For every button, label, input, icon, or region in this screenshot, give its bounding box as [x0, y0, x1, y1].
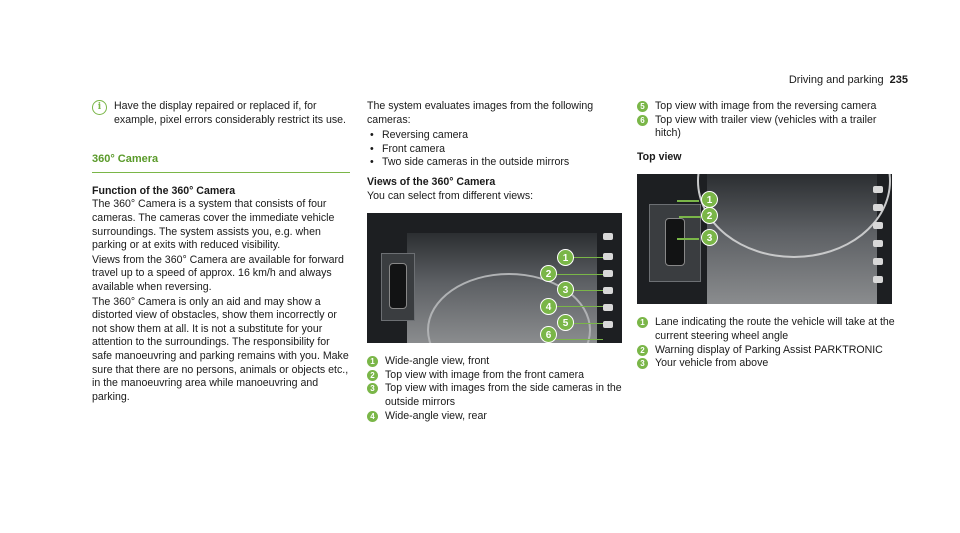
callout-badge: 2 — [540, 265, 557, 282]
function-paragraph-3: The 360° Camera is only an aid and may show a distorted view of obstacles, show them incorrectly or not show them at all. It is not a substitute for your attention to the surroundings. The responsibility for safe manoeuvring and parking remains with you. Make sure that there are no persons, animals or objects etc., in the manoeuvring area while manoeuvring and parking. — [92, 295, 349, 403]
callout-badge: 2 — [701, 207, 718, 224]
legend-item — [637, 344, 895, 358]
note-text: Have the display repaired or replaced if, for example, pixel errors considerably restrict its use. — [114, 100, 346, 126]
function-paragraph-2: Views from the 360° Camera are available for forward travel up to a speed of approx. 16 km/h and always available when reversing. — [92, 253, 344, 293]
view-icon — [873, 258, 883, 265]
legend-text: Wide-angle view, rear — [385, 409, 487, 422]
view-icon — [603, 233, 613, 240]
top-view-legend — [637, 316, 895, 370]
callout-line — [677, 200, 699, 201]
view-icon — [603, 304, 613, 311]
view-icon — [603, 253, 613, 260]
info-icon: i — [92, 100, 107, 115]
cameras-list — [367, 129, 622, 170]
top-view-title: Top view — [637, 150, 682, 163]
views-intro: You can select from different views: — [367, 189, 534, 202]
legend-badge: 1 — [637, 317, 648, 328]
legend-text: Top view with trailer view (vehicles with a trailer hitch) — [655, 113, 877, 140]
views-legend-continued — [637, 100, 895, 141]
callout-badge: 6 — [540, 326, 557, 343]
function-title: Function of the 360° Camera — [92, 184, 236, 197]
legend-badge: 4 — [367, 411, 378, 422]
legend-badge: 2 — [367, 370, 378, 381]
callout-badge: 1 — [557, 249, 574, 266]
cameras-intro: The system evaluates images from the following cameras: — [367, 100, 594, 126]
legend-item — [637, 114, 895, 141]
function-paragraph-1: The 360° Camera is a system that consists of four cameras. The cameras cover the immediate vehicle surroundings. The system assists you, e.g. when parking or at exits with reduced visibility. — [92, 198, 335, 252]
top-view-screen — [637, 174, 892, 304]
legend-item — [367, 410, 622, 424]
view-icon — [603, 287, 613, 294]
view-icon — [873, 204, 883, 211]
page-header — [789, 74, 908, 88]
column-left — [92, 100, 350, 404]
note-block — [92, 100, 350, 127]
header-section: Driving and parking — [788, 74, 884, 86]
callout-badge: 1 — [701, 191, 718, 208]
column-right — [637, 100, 895, 371]
views-title: Views of the 360° Camera — [367, 175, 496, 188]
legend-item — [637, 357, 895, 371]
legend-badge: 5 — [637, 101, 648, 112]
callout-badge: 5 — [557, 314, 574, 331]
view-icon — [603, 270, 613, 277]
legend-badge: 3 — [637, 358, 648, 369]
legend-item — [637, 316, 895, 343]
legend-text: Top view with image from the reversing camera — [655, 100, 877, 112]
legend-item — [637, 100, 895, 114]
view-icon — [873, 222, 883, 229]
callout-badge: 4 — [540, 298, 557, 315]
views-legend — [367, 355, 622, 423]
legend-text: Lane indicating the route the vehicle will take at the current steering wheel angle — [655, 316, 895, 342]
callout-badge: 3 — [557, 281, 574, 298]
legend-text: Wide-angle view, front — [385, 355, 490, 368]
view-icon — [873, 186, 883, 193]
legend-text: Top view with image from the front camera — [385, 368, 585, 381]
legend-badge: 3 — [367, 383, 378, 394]
callout-badge: 3 — [701, 229, 718, 246]
legend-item — [367, 382, 622, 409]
vehicle-icon — [665, 218, 685, 266]
list-item: • Front camera — [367, 143, 622, 157]
list-item: • Two side cameras in the outside mirrors — [367, 156, 622, 170]
list-item: • Reversing camera — [367, 129, 622, 143]
legend-badge: 1 — [367, 356, 378, 367]
view-icon — [873, 240, 883, 247]
view-icon — [873, 276, 883, 283]
callout-line — [677, 238, 699, 239]
legend-item — [367, 369, 622, 383]
column-middle — [367, 100, 622, 423]
legend-text: Warning display of Parking Assist PARKTRONIC — [655, 343, 883, 356]
legend-badge: 6 — [637, 115, 648, 126]
section-title: 360° Camera — [92, 153, 350, 173]
camera-views-screen — [367, 213, 622, 343]
legend-badge: 2 — [637, 345, 648, 356]
callout-line — [679, 216, 701, 217]
page-number: 235 — [889, 74, 908, 86]
legend-text: Your vehicle from above — [655, 357, 769, 370]
view-icon — [603, 321, 613, 328]
vehicle-icon — [389, 263, 407, 309]
legend-item — [367, 355, 622, 369]
legend-text: Top view with images from the side cameras in the outside mirrors — [385, 382, 622, 408]
